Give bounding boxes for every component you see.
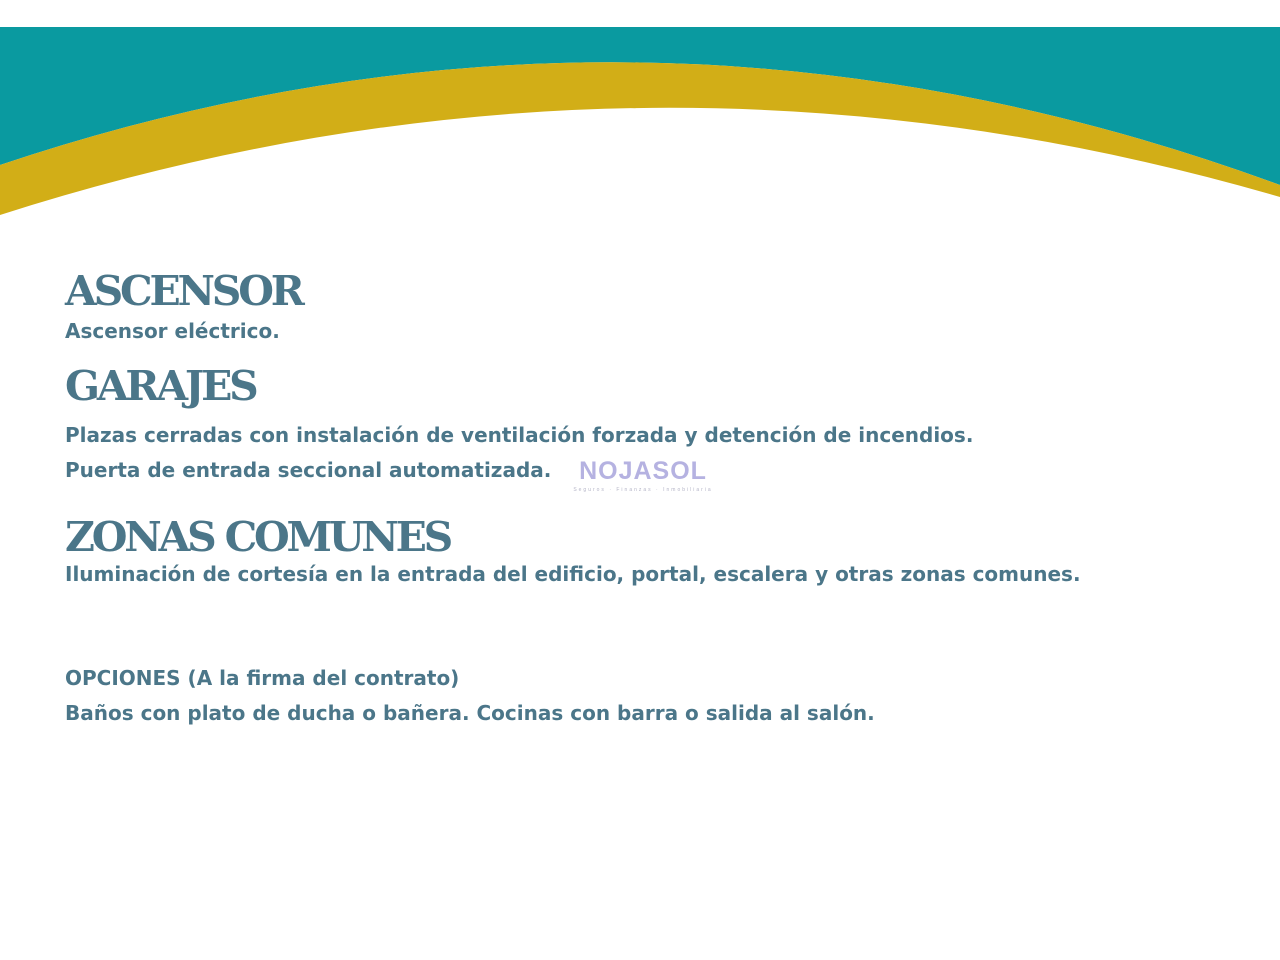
ascensor-text: Ascensor eléctrico. [65, 319, 280, 343]
watermark-tagline: Seguros · Finanzas · Inmobiliaria [573, 487, 713, 493]
ascensor-heading: ASCENSOR [65, 267, 302, 315]
garajes-heading: GARAJES [65, 362, 256, 410]
nojasol-watermark-logo [568, 459, 718, 493]
garajes-text-line1: Plazas cerradas con instalación de ventilación forzada y detención de incendios. [65, 423, 974, 447]
header-wave-decoration [0, 0, 1280, 230]
opciones-title: OPCIONES (A la firma del contrato) [65, 666, 460, 690]
zonas-comunes-text: Iluminación de cortesía en la entrada del edificio, portal, escalera y otras zonas comunes. [65, 562, 1081, 586]
opciones-text: Baños con plato de ducha o bañera. Cocinas con barra o salida al salón. [65, 701, 875, 725]
zonas-comunes-heading: ZONAS COMUNES [65, 513, 451, 561]
watermark-name: NOJASOL [579, 457, 707, 485]
garajes-text-line2: Puerta de entrada seccional automatizada. [65, 458, 552, 482]
